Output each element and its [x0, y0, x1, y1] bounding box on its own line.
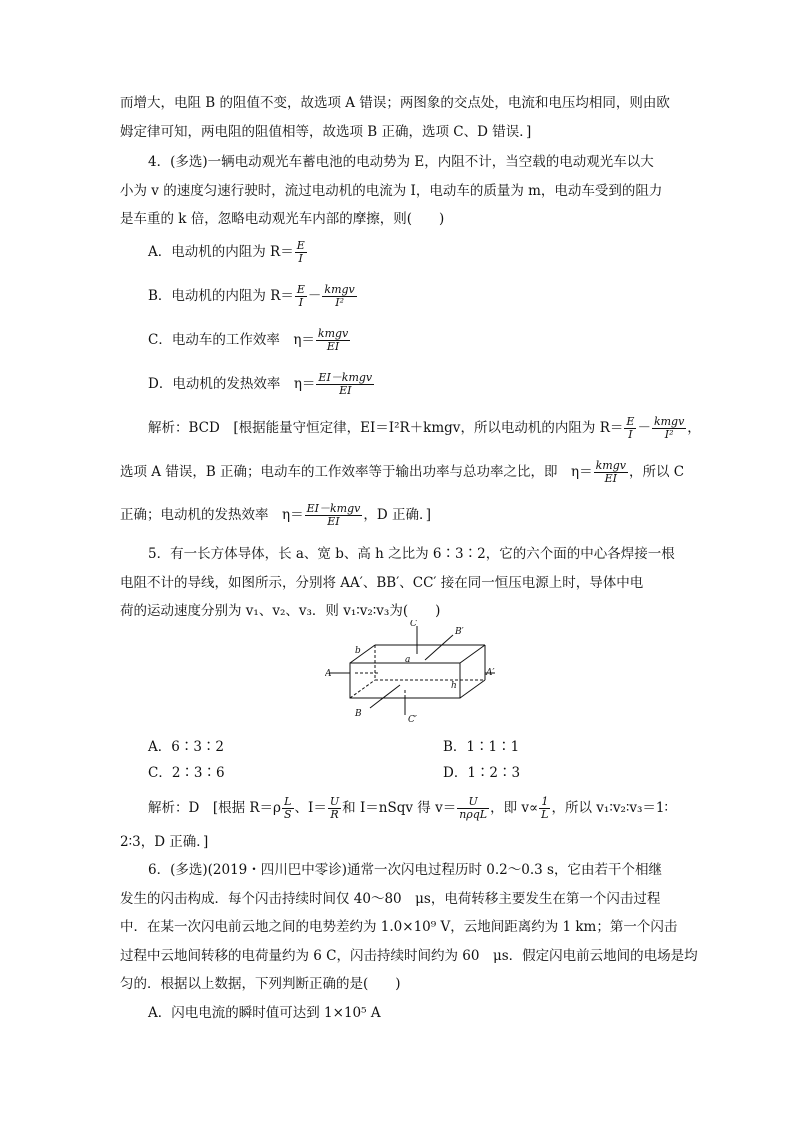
label-h-edge: h — [451, 681, 457, 691]
q5-option-d: D．1∶2∶3 — [443, 765, 521, 781]
label-c: C — [410, 620, 417, 629]
q6-option-a: A．闪电电流的瞬时值可达到 1×10⁵ A — [148, 1005, 381, 1021]
q5-stem-line: 荷的运动速度分别为 v₁、v₂、v₃．则 v₁∶v₂∶v₃为( ) — [120, 603, 441, 619]
wire-b-prime — [425, 635, 453, 660]
label-b-edge: b — [355, 646, 361, 656]
q5-option-a: A．6∶3∶2 — [148, 739, 225, 755]
label-a-edge: a — [405, 655, 411, 665]
q6-stem-line: 中．在某一次闪电前云地之间的电势差约为 1.0×10⁹ V，云地间距离约为 1 km；第一个闪击 — [120, 919, 678, 935]
q6-stem-line: 过程中云地间转移的电荷量约为 6 C，闪击持续时间约为 60 μs．假定闪电前云地间的电场是均 — [120, 948, 698, 964]
q5-option-c: C．2∶3∶6 — [148, 765, 225, 781]
fraction: $\frac{\text{EI－kmgv}}{EI}$ — [318, 371, 373, 397]
fraction: $\frac{E}{I}$ — [626, 415, 635, 441]
q4-option-d: D．电动机的发热效率 η＝ $\frac{\text{EI－kmgv}}{EI}$ — [148, 371, 373, 397]
wire-b — [370, 685, 400, 708]
label-a-prime: A′ — [486, 668, 495, 678]
q5-stem-line: 5．有一长方体导体，长 a、宽 b、高 h 之比为 6∶3∶2，它的六个面的中心各焊接一根 — [148, 546, 675, 562]
label-b-prime: B′ — [455, 627, 464, 637]
label-a: A — [325, 669, 332, 679]
q4-option-b: B．电动机的内阻为 R＝ $\frac{E}{I}$ － $\frac{\text{kmgv}}{\text{I²}}$ — [148, 283, 355, 309]
q4-stem-line: 是车重的 k 倍，忽略电动观光车内部的摩擦，则( ) — [120, 211, 445, 227]
q5-solution-line: 2∶3，D 正确．] — [120, 834, 209, 850]
q5-option-b: B．1∶1∶1 — [443, 739, 520, 755]
q4-stem-line: 小为 v 的速度匀速行驶时，流过电动机的电流为 I，电动车的质量为 m，电动车受到的阻力 — [120, 183, 663, 199]
q4-solution-line: 解析：BCD [根据能量守恒定律，EI＝I²R＋kmgv，所以电动机的内阻为 R＝ $\frac{E}{I}$ － $\frac{\text{kmgv}}{\text{I²}}$ ， — [148, 415, 701, 441]
fraction: $\frac{1}{L}$ — [541, 795, 549, 821]
fraction: $\frac{E}{I}$ — [296, 283, 305, 309]
q4-option-c: C．电动车的工作效率 η＝ $\frac{\text{kmgv}}{EI}$ — [148, 327, 349, 353]
cuboid-figure — [325, 620, 500, 725]
q5-solution-line: 解析：D [根据 R＝ρ $\frac{L}{S}$ 、I＝ $\frac{U}{R}$ 和 I＝nSqv 得 v＝ $\frac{U}{\text{nρqL}}$ ，即 v∝ $\frac{1}{L}$ ，所以 v₁∶v₂∶v₃＝1∶ — [148, 795, 669, 821]
q6-stem-line: 6．(多选)(2019・四川巴中零诊)通常一次闪电过程历时 0.2～0.3 s，它由若干个相继 — [148, 862, 662, 878]
q4-option-a: A．电动机的内阻为 R＝ $\frac{E}{I}$ — [148, 239, 305, 265]
fraction: $\frac{L}{S}$ — [283, 795, 292, 821]
fraction: $\frac{\text{kmgv}}{\text{I²}}$ — [653, 415, 685, 441]
fraction: $\frac{\text{kmgv}}{EI}$ — [317, 327, 349, 353]
label-b: B — [355, 709, 362, 719]
q5-stem-line: 电阻不计的导线，如图所示，分别将 AA′、BB′、CC′ 接在同一恒压电源上时，导体中电 — [120, 575, 644, 591]
q4-solution-line: 选项 A 错误，B 正确；电动车的工作效率等于输出功率与总功率之比，即 η＝ $\frac{\text{kmgv}}{EI}$ ，所以 C — [120, 459, 685, 485]
fraction: $\frac{\text{kmgv}}{\text{I²}}$ — [324, 283, 355, 309]
fraction: $\frac{E}{I}$ — [296, 239, 305, 265]
q4-stem-line: 4．(多选)一辆电动观光车蓄电池的电动势为 E，内阻不计，当空载的电动观光车以大 — [148, 154, 654, 170]
fraction: $\frac{\text{kmgv}}{EI}$ — [595, 459, 626, 485]
fraction: $\frac{U}{R}$ — [329, 795, 340, 821]
fraction: $\frac{U}{\text{nρqL}}$ — [459, 795, 488, 821]
fraction: $\frac{\text{EI－kmgv}}{EI}$ — [306, 502, 361, 528]
q4-solution-line: 正确；电动机的发热效率 η＝ $\frac{\text{EI－kmgv}}{EI}$ ，D 正确．] — [120, 502, 431, 528]
q6-stem-line: 匀的．根据以上数据，下列判断正确的是( ) — [120, 976, 401, 992]
paragraph-line: 姆定律可知，两电阻的阻值相等，故选项 B 正确，选项 C、D 错误．] — [120, 124, 532, 140]
q6-stem-line: 发生的闪击构成．每个闪击持续时间仅 40～80 μs，电荷转移主要发生在第一个闪击过程 — [120, 891, 661, 907]
paragraph-line: 而增大，电阻 B 的阻值不变，故选项 A 错误；两图象的交点处，电流和电压均相同，则由欧 — [120, 95, 670, 111]
label-c-prime: C′ — [408, 715, 417, 725]
